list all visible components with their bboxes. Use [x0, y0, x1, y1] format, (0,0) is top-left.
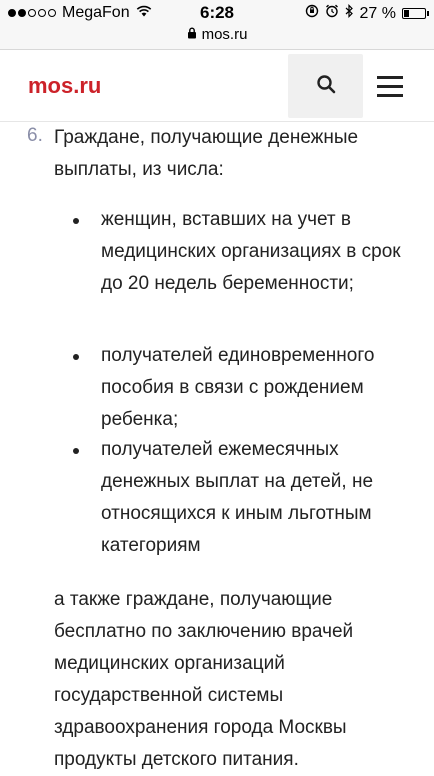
bullet-icon — [73, 218, 79, 224]
site-header — [0, 50, 434, 122]
list-item-text: Граждане, получающие денежные выплаты, из числа: — [54, 127, 359, 180]
menu-button[interactable] — [370, 54, 410, 118]
list-item-number: 6. — [27, 125, 43, 146]
carrier-name: MegaFon — [62, 4, 130, 21]
bluetooth-icon — [345, 4, 354, 23]
sub-list-item-text: получателей ежемесячных денежных выплат на детей, не относящихся к иным льготным категориям — [101, 439, 374, 556]
status-bar — [0, 0, 434, 26]
battery-percent: 27 % — [359, 4, 396, 22]
battery-icon — [402, 8, 426, 19]
search-icon — [316, 74, 336, 99]
paragraph-text: а также граждане, получающие бесплатно по заключению врачей медицинских организаций государственной системы здравоохранения города Москвы продукты детского питания. — [54, 589, 354, 770]
hamburger-icon-line — [377, 94, 403, 97]
status-right — [305, 4, 426, 23]
url-bar[interactable] — [0, 26, 434, 50]
lock-icon — [187, 26, 197, 43]
alarm-icon — [325, 4, 339, 23]
url-text: mos.ru — [201, 26, 248, 43]
hamburger-icon-line — [377, 76, 403, 79]
orientation-lock-icon — [305, 4, 319, 23]
sub-list-item-text: получателей единовременного пособия в связи с рождением ребенка; — [101, 345, 375, 430]
bullet-icon — [73, 448, 79, 454]
hamburger-icon-line — [377, 85, 403, 88]
search-button[interactable] — [288, 54, 363, 118]
bullet-icon — [73, 354, 79, 360]
site-logo[interactable]: mos.ru — [28, 73, 102, 98]
sub-list-item-text: женщин, вставших на учет в медицинских организациях в срок до 20 недель беременности; — [101, 209, 401, 294]
status-time: 6:28 — [199, 3, 235, 22]
